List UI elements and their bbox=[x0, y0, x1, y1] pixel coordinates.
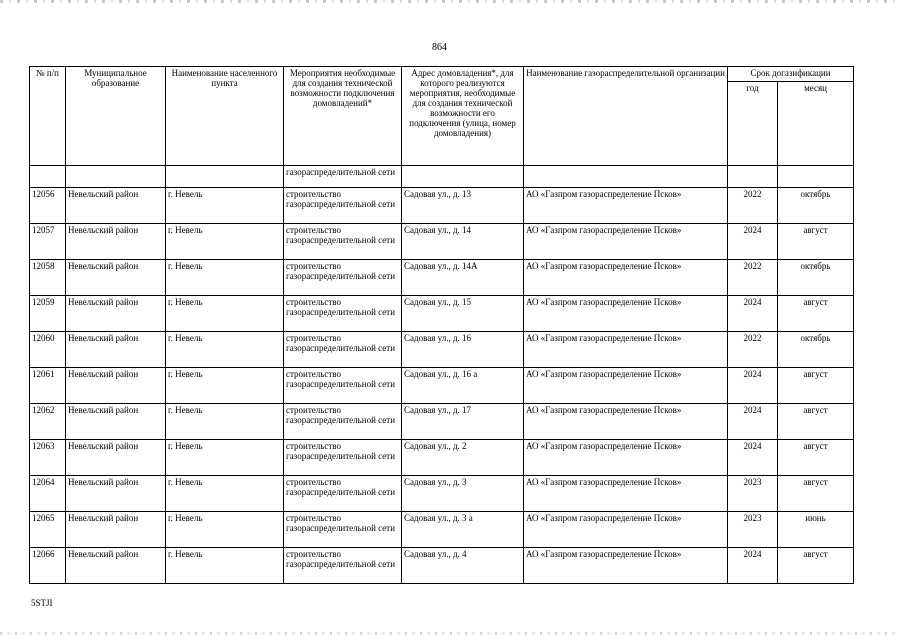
cell-address: Садовая ул., д. 14 bbox=[402, 224, 524, 260]
table-row bbox=[30, 368, 854, 404]
table-row bbox=[30, 476, 854, 512]
table-row bbox=[30, 548, 854, 584]
cell-municipality: Невельский район bbox=[66, 512, 166, 548]
cell-address: Садовая ул., д. 16 а bbox=[402, 368, 524, 404]
table-row bbox=[30, 224, 854, 260]
cell-organization: АО «Газпром газораспределение Псков» bbox=[524, 548, 728, 584]
table-row bbox=[30, 512, 854, 548]
table-row bbox=[30, 332, 854, 368]
cell-settlement: г. Невель bbox=[166, 188, 284, 224]
cell-settlement: г. Невель bbox=[166, 332, 284, 368]
cell-month: август bbox=[778, 368, 854, 404]
cell-address: Садовая ул., д. 3 а bbox=[402, 512, 524, 548]
cell-settlement: г. Невель bbox=[166, 296, 284, 332]
cell-num: 12059 bbox=[30, 296, 66, 332]
scan-artifact-bottom bbox=[0, 632, 899, 635]
cell-municipality: Невельский район bbox=[66, 332, 166, 368]
cell-organization: АО «Газпром газораспределение Псков» bbox=[524, 332, 728, 368]
cell-num: 12061 bbox=[30, 368, 66, 404]
header-address: Адрес домовладения*, для которого реализуются мероприятия, необходимые для создания технической возможности его подключения (улица, номер домовладения) bbox=[402, 67, 524, 166]
cell-municipality: Невельский район bbox=[66, 404, 166, 440]
cell-year: 2023 bbox=[728, 476, 778, 512]
table-row bbox=[30, 296, 854, 332]
cell-year: 2022 bbox=[728, 188, 778, 224]
cell-municipality: Невельский район bbox=[66, 224, 166, 260]
cell-address: Садовая ул., д. 15 bbox=[402, 296, 524, 332]
cell-municipality: Невельский район bbox=[66, 296, 166, 332]
cell-settlement: г. Невель bbox=[166, 440, 284, 476]
cell-month: август bbox=[778, 296, 854, 332]
cell-month: октябрь bbox=[778, 260, 854, 296]
cell-measure: строительство газораспределительной сети bbox=[284, 296, 402, 332]
table-body bbox=[30, 166, 854, 584]
cell-address: Садовая ул., д. 4 bbox=[402, 548, 524, 584]
cell-month: август bbox=[778, 440, 854, 476]
cell-municipality: Невельский район bbox=[66, 188, 166, 224]
cell-settlement: г. Невель bbox=[166, 548, 284, 584]
table-row bbox=[30, 188, 854, 224]
cell-address: Садовая ул., д. 13 bbox=[402, 188, 524, 224]
cell-num: 12063 bbox=[30, 440, 66, 476]
header-deadline: Срок догазификации bbox=[728, 67, 854, 82]
page-number: 864 bbox=[432, 42, 447, 53]
cell-organization: АО «Газпром газораспределение Псков» bbox=[524, 224, 728, 260]
header-year: год bbox=[728, 82, 778, 166]
cell-num: 12062 bbox=[30, 404, 66, 440]
cell-month: октябрь bbox=[778, 188, 854, 224]
header-municipality: Муниципальное образование bbox=[66, 67, 166, 166]
cell-month: август bbox=[778, 476, 854, 512]
cell-organization: АО «Газпром газораспределение Псков» bbox=[524, 368, 728, 404]
gasification-table bbox=[29, 66, 854, 584]
header-row bbox=[30, 67, 854, 82]
cell-measure: строительство газораспределительной сети bbox=[284, 260, 402, 296]
cell-measure: строительство газораспределительной сети bbox=[284, 368, 402, 404]
cell-measure: строительство газораспределительной сети bbox=[284, 224, 402, 260]
cell-settlement: г. Невель bbox=[166, 260, 284, 296]
cell-organization: АО «Газпром газораспределение Псков» bbox=[524, 476, 728, 512]
cell-year: 2024 bbox=[728, 368, 778, 404]
cell-year: 2022 bbox=[728, 332, 778, 368]
cell-measure: строительство газораспределительной сети bbox=[284, 548, 402, 584]
cell-settlement: г. Невель bbox=[166, 368, 284, 404]
cell-municipality: Невельский район bbox=[66, 440, 166, 476]
continuation-measure: газораспределительной сети bbox=[284, 166, 402, 188]
cell-settlement: г. Невель bbox=[166, 224, 284, 260]
cell-address: Садовая ул., д. 14А bbox=[402, 260, 524, 296]
cell-organization: АО «Газпром газораспределение Псков» bbox=[524, 404, 728, 440]
cell-measure: строительство газораспределительной сети bbox=[284, 404, 402, 440]
cell-year: 2023 bbox=[728, 512, 778, 548]
cell-month: август bbox=[778, 224, 854, 260]
cell-address: Садовая ул., д. 17 bbox=[402, 404, 524, 440]
cell-address: Садовая ул., д. 2 bbox=[402, 440, 524, 476]
header-num: № п/п bbox=[30, 67, 66, 166]
cell-organization: АО «Газпром газораспределение Псков» bbox=[524, 512, 728, 548]
cell-organization: АО «Газпром газораспределение Псков» bbox=[524, 296, 728, 332]
cell-year: 2024 bbox=[728, 404, 778, 440]
cell-num: 12056 bbox=[30, 188, 66, 224]
header-settlement: Наименование населенного пункта bbox=[166, 67, 284, 166]
cell-address: Садовая ул., д. 3 bbox=[402, 476, 524, 512]
cell-month: август bbox=[778, 404, 854, 440]
header-organization: Наименование газораспределительной организации bbox=[524, 67, 728, 166]
cell-municipality: Невельский район bbox=[66, 476, 166, 512]
header-month: месяц bbox=[778, 82, 854, 166]
cell-year: 2024 bbox=[728, 440, 778, 476]
cell-settlement: г. Невель bbox=[166, 404, 284, 440]
cell-num: 12064 bbox=[30, 476, 66, 512]
cell-num: 12060 bbox=[30, 332, 66, 368]
cell-num: 12058 bbox=[30, 260, 66, 296]
table-row bbox=[30, 440, 854, 476]
table-row bbox=[30, 260, 854, 296]
cell-measure: строительство газораспределительной сети bbox=[284, 188, 402, 224]
cell-year: 2024 bbox=[728, 548, 778, 584]
cell-month: октябрь bbox=[778, 332, 854, 368]
cell-year: 2024 bbox=[728, 224, 778, 260]
table-row bbox=[30, 404, 854, 440]
cell-num: 12065 bbox=[30, 512, 66, 548]
cell-month: август bbox=[778, 548, 854, 584]
cell-month: июнь bbox=[778, 512, 854, 548]
cell-organization: АО «Газпром газораспределение Псков» bbox=[524, 440, 728, 476]
cell-measure: строительство газораспределительной сети bbox=[284, 476, 402, 512]
continuation-row bbox=[30, 166, 854, 188]
cell-year: 2022 bbox=[728, 260, 778, 296]
cell-address: Садовая ул., д. 16 bbox=[402, 332, 524, 368]
cell-municipality: Невельский район bbox=[66, 260, 166, 296]
cell-num: 12066 bbox=[30, 548, 66, 584]
cell-organization: АО «Газпром газораспределение Псков» bbox=[524, 260, 728, 296]
cell-settlement: г. Невель bbox=[166, 476, 284, 512]
scan-artifact-top bbox=[0, 0, 899, 3]
cell-num: 12057 bbox=[30, 224, 66, 260]
cell-municipality: Невельский район bbox=[66, 548, 166, 584]
cell-measure: строительство газораспределительной сети bbox=[284, 512, 402, 548]
cell-measure: строительство газораспределительной сети bbox=[284, 332, 402, 368]
cell-settlement: г. Невель bbox=[166, 512, 284, 548]
footer-code: 5STJI bbox=[31, 598, 53, 608]
cell-measure: строительство газораспределительной сети bbox=[284, 440, 402, 476]
cell-year: 2024 bbox=[728, 296, 778, 332]
cell-municipality: Невельский район bbox=[66, 368, 166, 404]
cell-organization: АО «Газпром газораспределение Псков» bbox=[524, 188, 728, 224]
header-measures: Мероприятия необходимые для создания технической возможности подключения домовладений* bbox=[284, 67, 402, 166]
